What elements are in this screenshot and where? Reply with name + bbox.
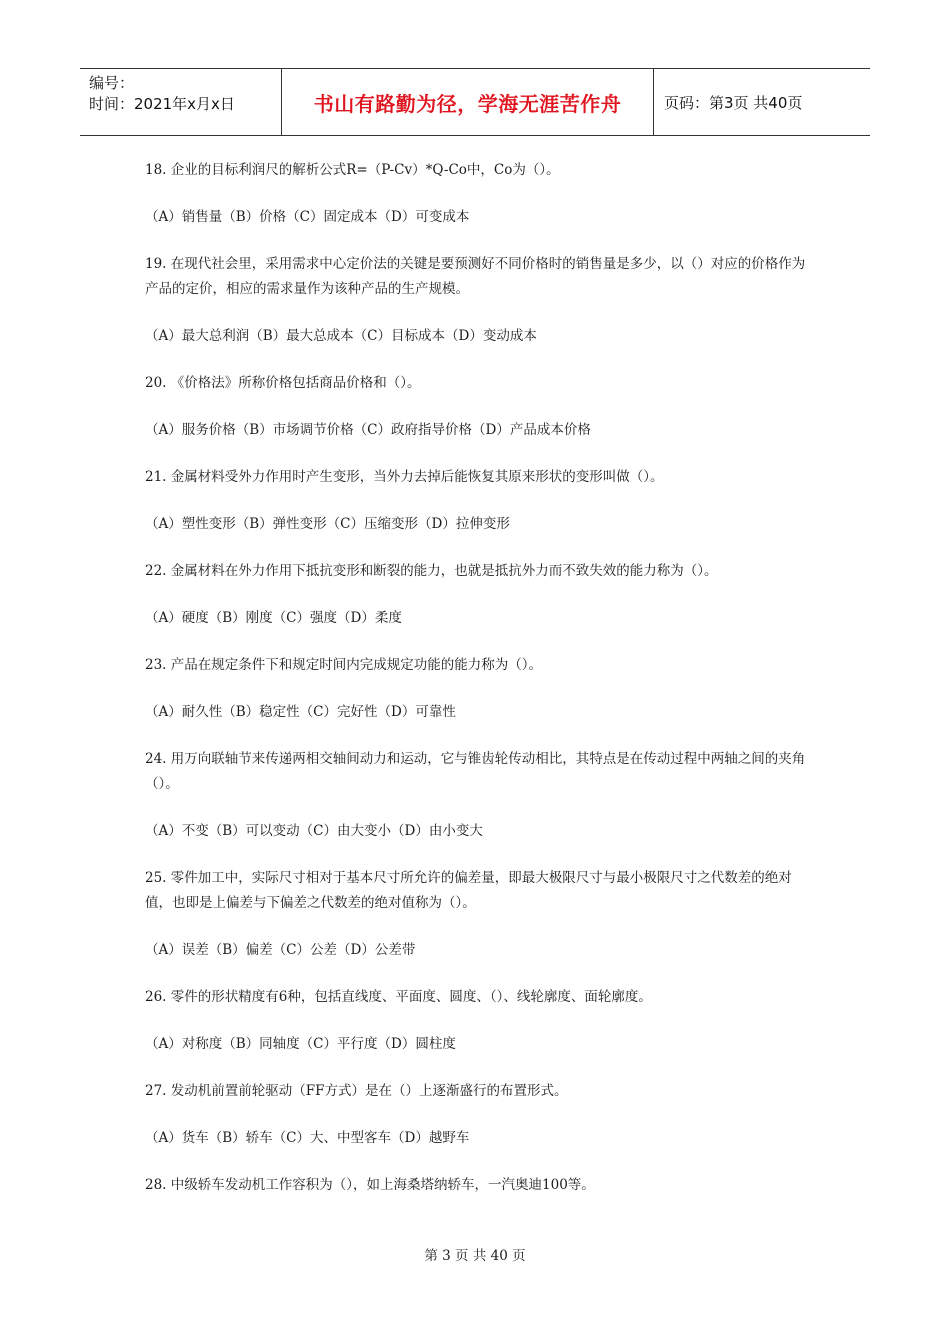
question-text: 25. 零件加工中，实际尺寸相对于基本尺寸所允许的偏差量，即最大极限尺寸与最小极限尺寸之代数差的绝对值，也即是上偏差与下偏差之代数差的绝对值称为（）。 — [145, 870, 792, 911]
question-options: （A）货车（B）轿车（C）大、中型客车（D）越野车 — [145, 1130, 470, 1146]
question-text: 18. 企业的目标利润尺的解析公式R=（P-Cv）*Q-Co中，Co为（）。 — [145, 162, 560, 178]
question-options: （A）耐久性（B）稳定性（C）完好性（D）可靠性 — [145, 704, 456, 720]
header-motto: 书山有路勤为径，学海无涯苦作舟 — [282, 69, 654, 135]
question-text: 24. 用万向联轴节来传递两相交轴间动力和运动，它与锥齿轮传动相比，其特点是在传动过程中两轴之间的夹角（）。 — [145, 751, 806, 792]
question-text: 19. 在现代社会里，采用需求中心定价法的关键是要预测好不同价格时的销售量是多少，以（）对应的价格作为产品的定价，相应的需求量作为该种产品的生产规模。 — [145, 256, 806, 297]
question-options: （A）误差（B）偏差（C）公差（D）公差带 — [145, 942, 416, 958]
question-text: 20. 《价格法》所称价格包括商品价格和（）。 — [145, 375, 421, 391]
header-meta — [80, 69, 282, 135]
doc-number-label: 编号： — [89, 74, 135, 92]
question-options: （A）服务价格（B）市场调节价格（C）政府指导价格（D）产品成本价格 — [145, 422, 591, 438]
question-text: 23. 产品在规定条件下和规定时间内完成规定功能的能力称为（）。 — [145, 657, 543, 673]
page-footer: 第 3 页 共 40 页 — [424, 1248, 526, 1264]
question-text: 26. 零件的形状精度有6种，包括直线度、平面度、圆度、（）、线轮廓度、面轮廓度。 — [145, 989, 652, 1005]
question-text: 28. 中级轿车发动机工作容积为（），如上海桑塔纳轿车，一汽奥迪100等。 — [145, 1177, 595, 1193]
question-text: 22. 金属材料在外力作用下抵抗变形和断裂的能力，也就是抵抗外力而不致失效的能力称为（）。 — [145, 563, 718, 579]
question-options: （A）最大总利润（B）最大总成本（C）目标成本（D）变动成本 — [145, 328, 537, 344]
question-options: （A）不变（B）可以变动（C）由大变小（D）由小变大 — [145, 823, 483, 839]
question-options: （A）塑性变形（B）弹性变形（C）压缩变形（D）拉伸变形 — [145, 516, 510, 532]
question-options: （A）对称度（B）同轴度（C）平行度（D）圆柱度 — [145, 1036, 456, 1052]
question-text: 21. 金属材料受外力作用时产生变形，当外力去掉后能恢复其原来形状的变形叫做（）。 — [145, 469, 664, 485]
page-header — [80, 68, 870, 136]
doc-time-label: 时间：2021年x月x日 — [89, 95, 235, 113]
header-page-info: 页码：第3页 共40页 — [664, 93, 803, 112]
question-options: （A）销售量（B）价格（C）固定成本（D）可变成本 — [145, 209, 470, 225]
question-list — [145, 158, 810, 1220]
question-options: （A）硬度（B）刚度（C）强度（D）柔度 — [145, 610, 402, 626]
question-text: 27. 发动机前置前轮驱动（FF方式）是在（）上逐渐盛行的布置形式。 — [145, 1083, 568, 1099]
